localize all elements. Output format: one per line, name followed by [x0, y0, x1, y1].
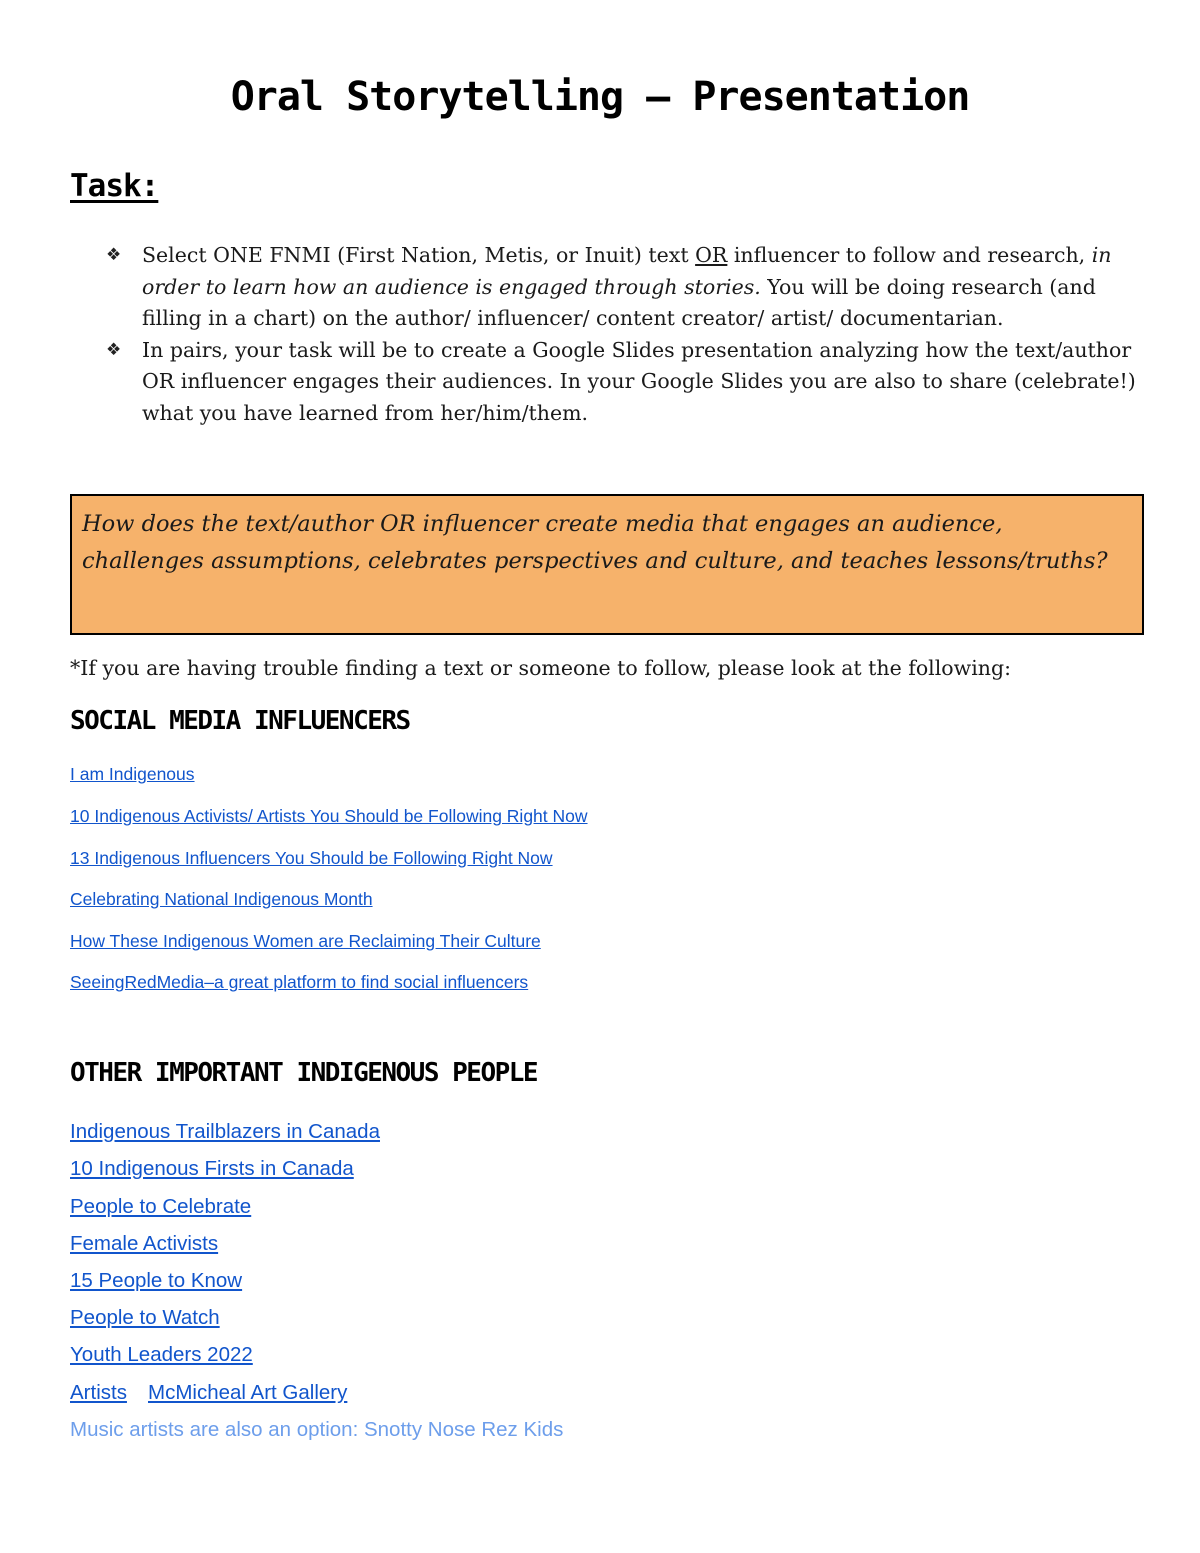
diamond-bullet-icon: ❖ — [106, 245, 122, 265]
link-10-indigenous-activists[interactable]: 10 Indigenous Activists/ Artists You Should be Following Right Now — [70, 806, 588, 826]
link-seeingredmedia[interactable]: SeeingRedMedia–a great platform to find social influencers — [70, 972, 529, 992]
link-10-indigenous-firsts[interactable]: 10 Indigenous Firsts in Canada — [70, 1157, 354, 1180]
page-title: Oral Storytelling – Presentation — [230, 74, 970, 120]
link-i-am-indigenous[interactable]: I am Indigenous — [70, 764, 195, 784]
link-people-to-celebrate[interactable]: People to Celebrate — [70, 1195, 252, 1218]
bullet1-italic-phrase: in order to learn how an audience is engaged through stories. — [142, 243, 1112, 299]
bullet1-text-part1: Select ONE FNMI (First Nation, Metis, or Inuit) text — [142, 243, 696, 267]
link-female-activists[interactable]: Female Activists — [70, 1232, 219, 1255]
link-people-to-watch[interactable]: People to Watch — [70, 1306, 220, 1329]
link-mcmicheal-art-gallery[interactable]: McMicheal Art Gallery — [148, 1381, 348, 1404]
bullet1-text-part3: You will be doing research (and filling in a chart) on the author/ influencer/ content creator/ artist/ documentarian. — [142, 274, 1096, 330]
link-national-indigenous-month[interactable]: Celebrating National Indigenous Month — [70, 889, 373, 909]
task-bullet-list — [104, 240, 1144, 429]
other-people-heading: OTHER IMPORTANT INDIGENOUS PEOPLE — [70, 1058, 538, 1088]
task-bullet-pairs — [104, 335, 1144, 430]
link-15-people-to-know[interactable]: 15 People to Know — [70, 1269, 243, 1292]
music-artists-note: Music artists are also an option: Snotty Nose Rez Kids — [70, 1418, 564, 1441]
task-bullet-select — [104, 240, 1144, 335]
diamond-bullet-icon: ❖ — [106, 339, 122, 360]
bullet2-text: In pairs, your task will be to create a Google Slides presentation analyzing how the text/author OR influencer engages their audiences. In your Google Slides you are also to share (celebrate!) what you have learned from her/him/them. — [142, 337, 1136, 425]
social-media-heading: SOCIAL MEDIA INFLUENCERS — [70, 706, 410, 736]
bullet1-or-underlined: OR — [695, 243, 728, 267]
link-13-indigenous-influencers[interactable]: 13 Indigenous Influencers You Should be Following Right Now — [70, 848, 553, 868]
link-artists[interactable]: Artists — [70, 1381, 127, 1404]
link-youth-leaders-2022[interactable]: Youth Leaders 2022 — [70, 1343, 253, 1366]
link-indigenous-women-culture[interactable]: How These Indigenous Women are Reclaiming Their Culture — [70, 931, 541, 951]
guiding-question-box: How does the text/author OR influencer create media that engages an audience, challenges assumptions, celebrates perspectives and culture, and teaches lessons/truths? — [70, 494, 1144, 635]
bullet1-text-part2: influencer to follow and research, — [727, 243, 1092, 267]
link-indigenous-trailblazers[interactable]: Indigenous Trailblazers in Canada — [70, 1120, 380, 1143]
task-heading: Task: — [70, 168, 159, 204]
trouble-finding-note: *If you are having trouble finding a text or someone to follow, please look at the following: — [70, 656, 1011, 680]
